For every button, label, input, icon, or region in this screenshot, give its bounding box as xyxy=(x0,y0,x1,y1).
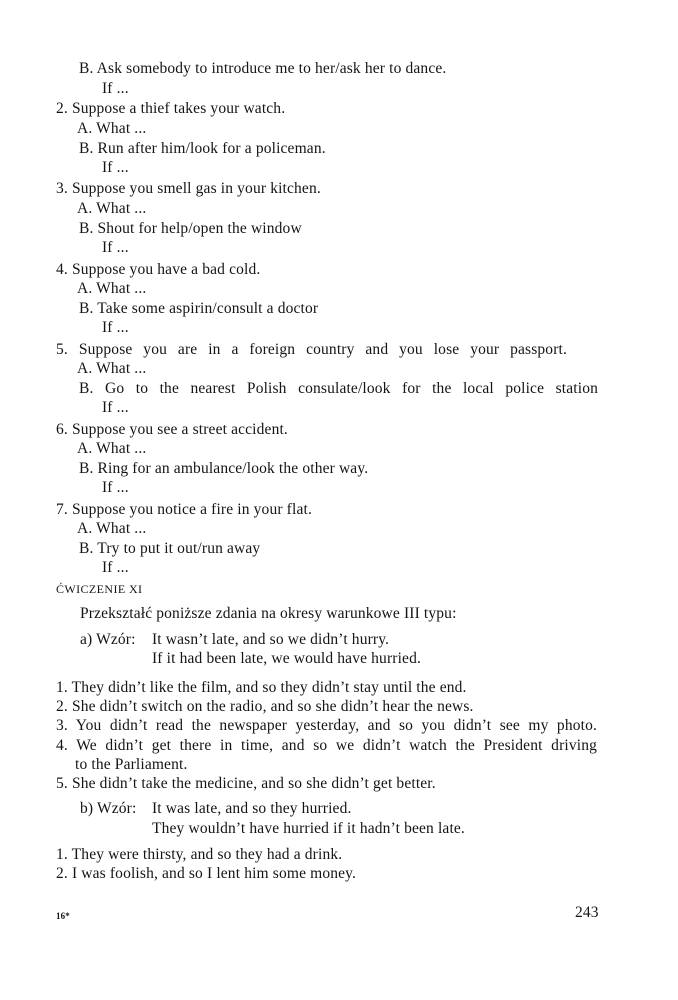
model-b-label: b) Wzór: xyxy=(80,800,137,817)
item-4-question: 4. Suppose you have a bad cold. xyxy=(56,261,261,278)
item-5-option-b: B. Go to the nearest Polish consulate/look for the local police station xyxy=(79,380,598,397)
sentence-a-4: 4. We didn’t get there in time, and so we didn’t watch the President driving xyxy=(56,737,597,754)
item-2-option-b: B. Run after him/look for a policeman. xyxy=(79,140,326,157)
model-b-line-2: They wouldn’t have hurried if it hadn’t been late. xyxy=(152,820,465,837)
model-a-line-1: It wasn’t late, and so we didn’t hurry. xyxy=(152,631,390,648)
model-a-label: a) Wzór: xyxy=(80,631,136,648)
item-7-option-a: A. What ... xyxy=(77,520,147,537)
sentence-b-1: 1. They were thirsty, and so they had a drink. xyxy=(56,846,343,863)
item-7-question: 7. Suppose you notice a fire in your flat. xyxy=(56,501,312,518)
model-a-line-2: If it had been late, we would have hurried. xyxy=(152,650,421,667)
exercise-heading: ĆWICZENIE XI xyxy=(56,582,143,596)
item-6-option-b: B. Ring for an ambulance/look the other way. xyxy=(79,460,369,477)
sentence-a-4-continued: to the Parliament. xyxy=(75,756,188,773)
item-7-if: If ... xyxy=(102,559,129,576)
exercise-instruction: Przekształć poniższe zdania na okresy warunkowe III typu: xyxy=(80,605,457,622)
signature-mark: 16* xyxy=(56,911,70,921)
item-5-question: 5. Suppose you are in a foreign country and you lose your passport. xyxy=(56,341,567,358)
item-3-option-b: B. Shout for help/open the window xyxy=(79,220,302,237)
item-3-question: 3. Suppose you smell gas in your kitchen. xyxy=(56,180,321,197)
item-5-if: If ... xyxy=(102,399,129,416)
item-6-if: If ... xyxy=(102,479,129,496)
item-4-if: If ... xyxy=(102,319,129,336)
sentence-a-3: 3. You didn’t read the newspaper yesterday, and so you didn’t see my photo. xyxy=(56,717,597,734)
item-6-option-a: A. What ... xyxy=(77,440,147,457)
item-1-if: If ... xyxy=(102,80,129,97)
item-2-if: If ... xyxy=(102,159,129,176)
sentence-a-5: 5. She didn’t take the medicine, and so she didn’t get better. xyxy=(56,775,436,792)
sentence-a-1: 1. They didn’t like the film, and so they didn’t stay until the end. xyxy=(56,679,467,696)
item-2-option-a: A. What ... xyxy=(77,120,147,137)
item-5-option-a: A. What ... xyxy=(77,360,147,377)
item-3-if: If ... xyxy=(102,239,129,256)
item-3-option-a: A. What ... xyxy=(77,200,147,217)
item-6-question: 6. Suppose you see a street accident. xyxy=(56,421,288,438)
sentence-a-2: 2. She didn’t switch on the radio, and so she didn’t hear the news. xyxy=(56,698,474,715)
page-number: 243 xyxy=(575,904,599,921)
item-4-option-b: B. Take some aspirin/consult a doctor xyxy=(79,300,319,317)
model-b-line-1: It was late, and so they hurried. xyxy=(152,800,352,817)
sentence-b-2: 2. I was foolish, and so I lent him some money. xyxy=(56,865,357,882)
item-4-option-a: A. What ... xyxy=(77,280,147,297)
item-1-option-b: B. Ask somebody to introduce me to her/ask her to dance. xyxy=(79,60,447,77)
item-2-question: 2. Suppose a thief takes your watch. xyxy=(56,100,286,117)
item-7-option-b: B. Try to put it out/run away xyxy=(79,540,261,557)
